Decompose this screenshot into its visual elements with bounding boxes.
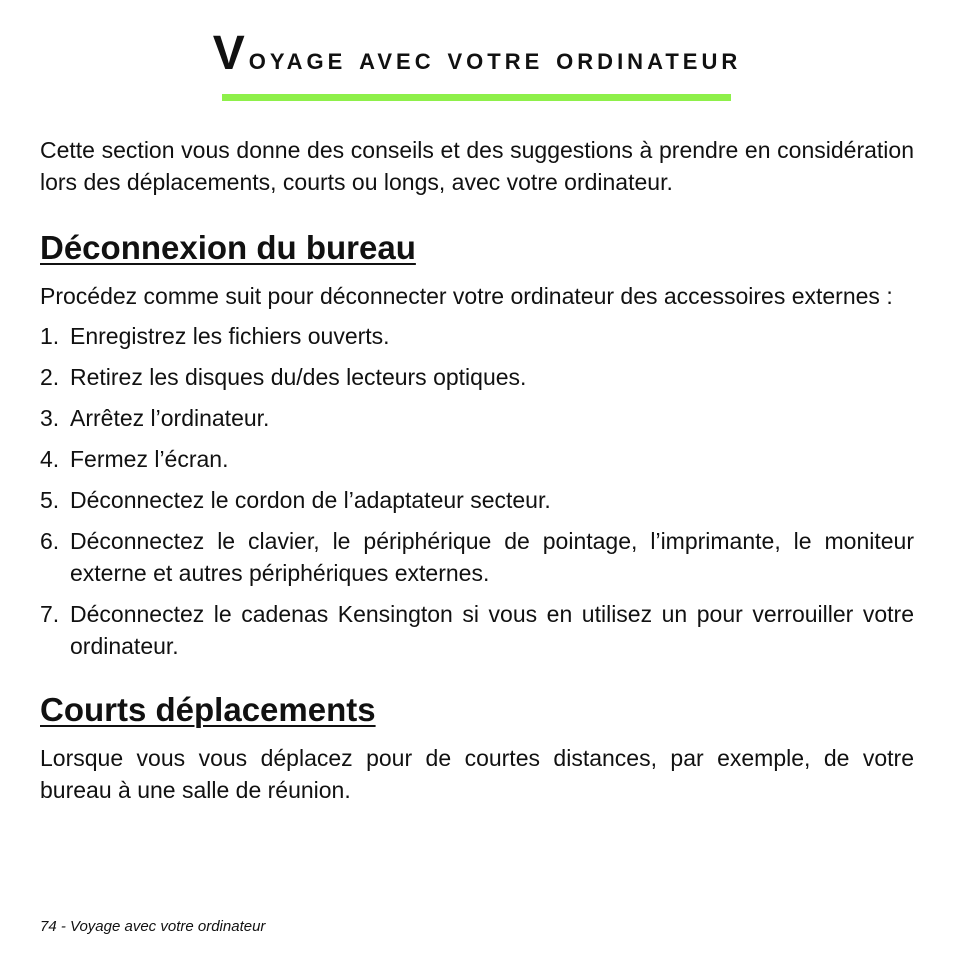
section-courts-deplacements [40,690,914,806]
list-item [40,598,914,662]
section1-lead: Procédez comme suit pour déconnecter votre ordinateur des accessoires externes : [40,283,893,309]
step-number: 7. [40,601,60,627]
list-item [40,525,914,589]
step-number: 6. [40,528,60,554]
list-item [40,443,914,475]
step-number: 3. [40,405,60,431]
step-text: Déconnectez le cordon de l’adaptateur secteur. [70,487,551,513]
step-number: 5. [40,487,60,513]
section2-body: Lorsque vous vous déplacez pour de courtes distances, par exemple, de votre bureau à une salle de réunion. [40,745,914,803]
page-footer: 74 - Voyage avec votre ordinateur [40,918,266,935]
step-text: Déconnectez le clavier, le périphérique de pointage, l’imprimante, le moniteur externe et autres périphériques externes. [70,528,914,586]
list-item [40,361,914,393]
list-item [40,484,914,516]
section-heading-deconnexion: Déconnexion du bureau [40,229,416,266]
title-underline-bar [222,94,731,101]
page-title: Voyage avec votre ordinateur [212,27,742,80]
step-number: 4. [40,446,60,472]
list-item [40,402,914,434]
page-content [40,134,914,806]
list-item [40,320,914,352]
step-text: Retirez les disques du/des lecteurs optiques. [70,364,527,390]
step-number: 1. [40,323,60,349]
step-text: Fermez l’écran. [70,446,229,472]
intro-paragraph: Cette section vous donne des conseils et des suggestions à prendre en considération lors des déplacements, courts ou longs, avec votre ordinateur. [40,137,914,195]
section-heading-courts: Courts déplacements [40,691,376,728]
steps-list [40,320,914,662]
step-text: Arrêtez l’ordinateur. [70,405,270,431]
step-text: Enregistrez les fichiers ouverts. [70,323,390,349]
step-number: 2. [40,364,60,390]
step-text: Déconnectez le cadenas Kensington si vous en utilisez un pour verrouiller votre ordinateur. [70,601,914,659]
